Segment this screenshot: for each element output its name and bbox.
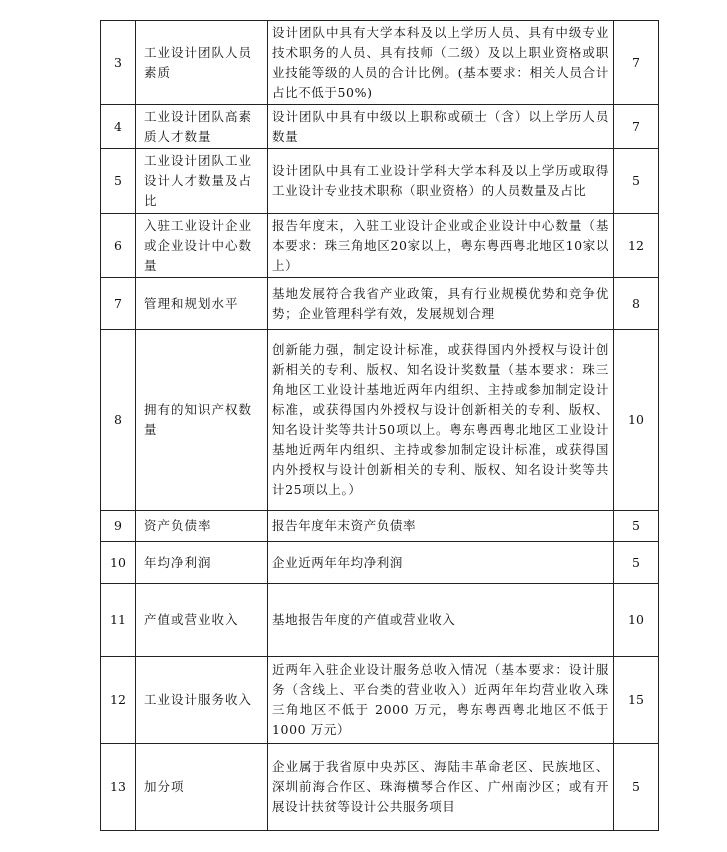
indicator-score: 10 [614, 330, 659, 511]
indicator-description: 设计团队中具有工业设计学科大学本科及以上学历或取得工业设计专业技术职称（职业资格）的人员数量及占比 [268, 149, 614, 214]
table-row [101, 542, 659, 584]
indicator-score: 5 [614, 511, 659, 542]
table-row [101, 657, 659, 744]
indicator-score: 12 [614, 214, 659, 278]
table-row [101, 214, 659, 278]
indicator-name: 工业设计服务收入 [136, 657, 268, 744]
indicator-score: 5 [614, 744, 659, 831]
table-row [101, 330, 659, 511]
indicator-description: 报告年度年末资产负债率 [268, 511, 614, 542]
indicator-name: 产值或营业收入 [136, 584, 268, 657]
indicator-name: 工业设计团队人员素质 [136, 21, 268, 105]
indicator-name: 管理和规划水平 [136, 278, 268, 330]
indicator-score: 7 [614, 21, 659, 105]
evaluation-table [100, 20, 659, 831]
table-row [101, 511, 659, 542]
table-row [101, 584, 659, 657]
indicator-description: 报告年度末，入驻工业设计企业或企业设计中心数量（基本要求：珠三角地区20家以上，粤东粤西粤北地区10家以上） [268, 214, 614, 278]
indicator-name: 资产负债率 [136, 511, 268, 542]
indicator-name: 加分项 [136, 744, 268, 831]
row-number: 6 [101, 214, 136, 278]
indicator-score: 10 [614, 584, 659, 657]
indicator-score: 5 [614, 542, 659, 584]
row-number: 4 [101, 105, 136, 149]
indicator-name: 拥有的知识产权数量 [136, 330, 268, 511]
indicator-score: 8 [614, 278, 659, 330]
table-row [101, 21, 659, 105]
row-number: 12 [101, 657, 136, 744]
indicator-score: 5 [614, 149, 659, 214]
table-row [101, 149, 659, 214]
row-number: 13 [101, 744, 136, 831]
indicator-description: 基地发展符合我省产业政策，具有行业规模优势和竞争优势；企业管理科学有效，发展规划合理 [268, 278, 614, 330]
row-number: 5 [101, 149, 136, 214]
row-number: 8 [101, 330, 136, 511]
indicator-score: 7 [614, 105, 659, 149]
indicator-name: 入驻工业设计企业或企业设计中心数量 [136, 214, 268, 278]
indicator-description: 企业属于我省原中央苏区、海陆丰革命老区、民族地区、深圳前海合作区、珠海横琴合作区、广州南沙区；或有开展设计扶贫等设计公共服务项目 [268, 744, 614, 831]
table-row [101, 744, 659, 831]
row-number: 7 [101, 278, 136, 330]
indicator-description: 近两年入驻企业设计服务总收入情况（基本要求：设计服务（含线上、平台类的营业收入）近两年年均营业收入珠三角地区不低于 2000 万元，粤东粤西粤北地区不低于 1000 万元） [268, 657, 614, 744]
indicator-description: 创新能力强，制定设计标准，或获得国内外授权与设计创新相关的专利、版权、知名设计奖数量（基本要求：珠三角地区工业设计基地近两年内组织、主持或参加制定设计标准，或获得国内外授权与设计创新相关的专利、版权、知名设计奖等共计50项以上。粤东粤西粤北地区工业设计基地近两年内组织、主持或参加制定设计标准，或获得国内外授权与设计创新相关的专利、版权、知名设计奖等共计25项以上。） [268, 330, 614, 511]
row-number: 9 [101, 511, 136, 542]
indicator-description: 设计团队中具有中级以上职称或硕士（含）以上学历人员数量 [268, 105, 614, 149]
indicator-description: 企业近两年年均净利润 [268, 542, 614, 584]
table-row [101, 278, 659, 330]
row-number: 3 [101, 21, 136, 105]
indicator-name: 工业设计团队工业设计人才数量及占比 [136, 149, 268, 214]
indicator-score: 15 [614, 657, 659, 744]
indicator-description: 基地报告年度的产值或营业收入 [268, 584, 614, 657]
indicator-name: 工业设计团队高素质人才数量 [136, 105, 268, 149]
row-number: 10 [101, 542, 136, 584]
indicator-name: 年均净利润 [136, 542, 268, 584]
indicator-description: 设计团队中具有大学本科及以上学历人员、具有中级专业技术职务的人员、具有技师（二级）及以上职业资格或职业技能等级的人员的合计比例。(基本要求：相关人员合计占比不低于50%) [268, 21, 614, 105]
row-number: 11 [101, 584, 136, 657]
table-row [101, 105, 659, 149]
